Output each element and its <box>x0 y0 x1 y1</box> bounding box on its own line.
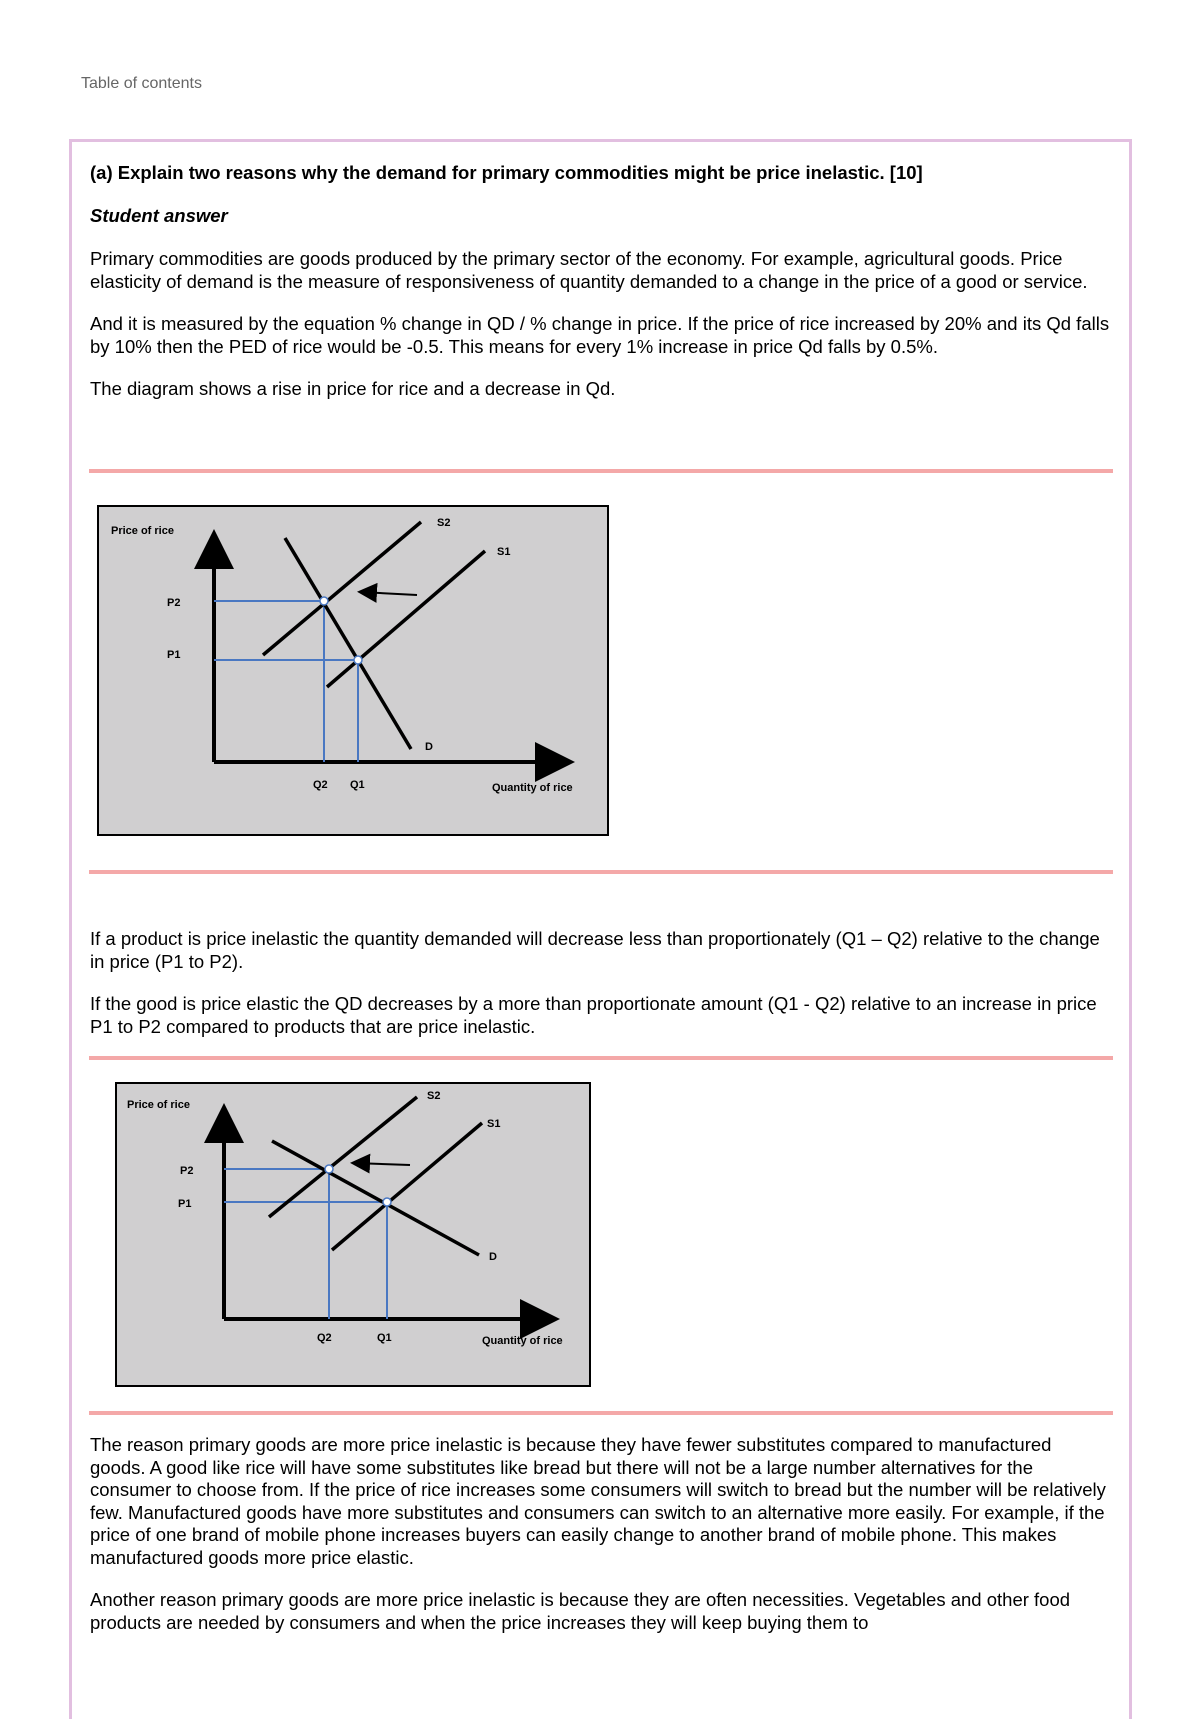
paragraph: Primary commodities are goods produced by the primary sector of the economy. For example, agricultural goods. Price elasticity of demand is the measure of responsiveness of quantity demanded to a change in the price of a good or service. <box>90 248 1088 292</box>
y-axis-label: Price of rice <box>127 1099 190 1111</box>
p2-label: P2 <box>167 597 181 609</box>
equilibrium-point <box>325 1165 333 1173</box>
s2-label: S2 <box>437 517 451 529</box>
paragraph: And it is measured by the equation % change in QD / % change in price. If the price of rice increased by 20% and its Qd falls by 10% then the PED of rice would be -0.5. This means for every 1% increase in price Qd falls by 0.5%. <box>90 313 1110 357</box>
divider <box>89 1411 1113 1415</box>
divider <box>89 1056 1113 1060</box>
s2-label: S2 <box>427 1090 441 1102</box>
shift-arrow <box>354 1163 410 1165</box>
q2-label: Q2 <box>313 779 328 791</box>
student-answer-heading: Student answer <box>90 205 228 226</box>
q1-label: Q1 <box>350 779 365 791</box>
paragraph: Another reason primary goods are more price inelastic is because they are often necessities. Vegetables and other food products are needed by consumers and when the price increases they will keep buying them to <box>90 1589 1071 1633</box>
q2-label: Q2 <box>317 1332 332 1344</box>
s1-label: S1 <box>497 546 511 558</box>
q1-label: Q1 <box>377 1332 392 1344</box>
demand-curve <box>285 538 411 749</box>
p1-label: P1 <box>167 649 181 661</box>
answer-block-3 <box>90 1434 1110 1634</box>
s1-label: S1 <box>487 1118 501 1130</box>
paragraph: If the good is price elastic the QD decreases by a more than proportionate amount (Q1 - Q2) relative to an increase in price P1 to P2 compared to products that are price inelastic. <box>90 993 1097 1037</box>
equilibrium-point <box>354 656 362 664</box>
diagram-inelastic-demand <box>97 505 609 836</box>
answer-block-2 <box>90 928 1110 1038</box>
diagram-elastic-demand <box>115 1082 591 1387</box>
demand-curve <box>272 1141 479 1255</box>
p1-label: P1 <box>178 1198 192 1210</box>
x-axis-label: Quantity of rice <box>482 1335 563 1347</box>
divider <box>89 469 1113 473</box>
d-label: D <box>425 741 433 753</box>
equilibrium-point <box>383 1198 391 1206</box>
shift-arrow <box>361 592 417 595</box>
supply-curve-s1 <box>327 551 485 687</box>
x-axis-label: Quantity of rice <box>492 782 573 794</box>
paragraph: If a product is price inelastic the quantity demanded will decrease less than proportionately (Q1 – Q2) relative to the change in price (P1 to P2). <box>90 928 1100 972</box>
y-axis-label: Price of rice <box>111 525 174 537</box>
answer-block-1 <box>90 248 1110 401</box>
table-of-contents-link[interactable]: Table of contents <box>81 75 202 92</box>
divider <box>89 870 1113 874</box>
paragraph: The reason primary goods are more price inelastic is because they have fewer substitutes compared to manufactured goods. A good like rice will have some substitutes like bread but there will not be a large number alternatives for the consumer to choose from. If the price of rice increases some consumers will switch to bread but the number will be relatively few. Manufactured goods have more substitutes and consumers can switch to an alternative more easily. For example, if the price of one brand of mobile phone increases buyers can easily change to another brand of mobile phone. This makes manufactured goods more price elastic. <box>90 1434 1106 1568</box>
paragraph: The diagram shows a rise in price for rice and a decrease in Qd. <box>90 378 616 399</box>
equilibrium-point <box>320 597 328 605</box>
p2-label: P2 <box>180 1165 194 1177</box>
question-heading: (a) Explain two reasons why the demand for primary commodities might be price inelastic. [10] <box>90 162 923 183</box>
d-label: D <box>489 1251 497 1263</box>
